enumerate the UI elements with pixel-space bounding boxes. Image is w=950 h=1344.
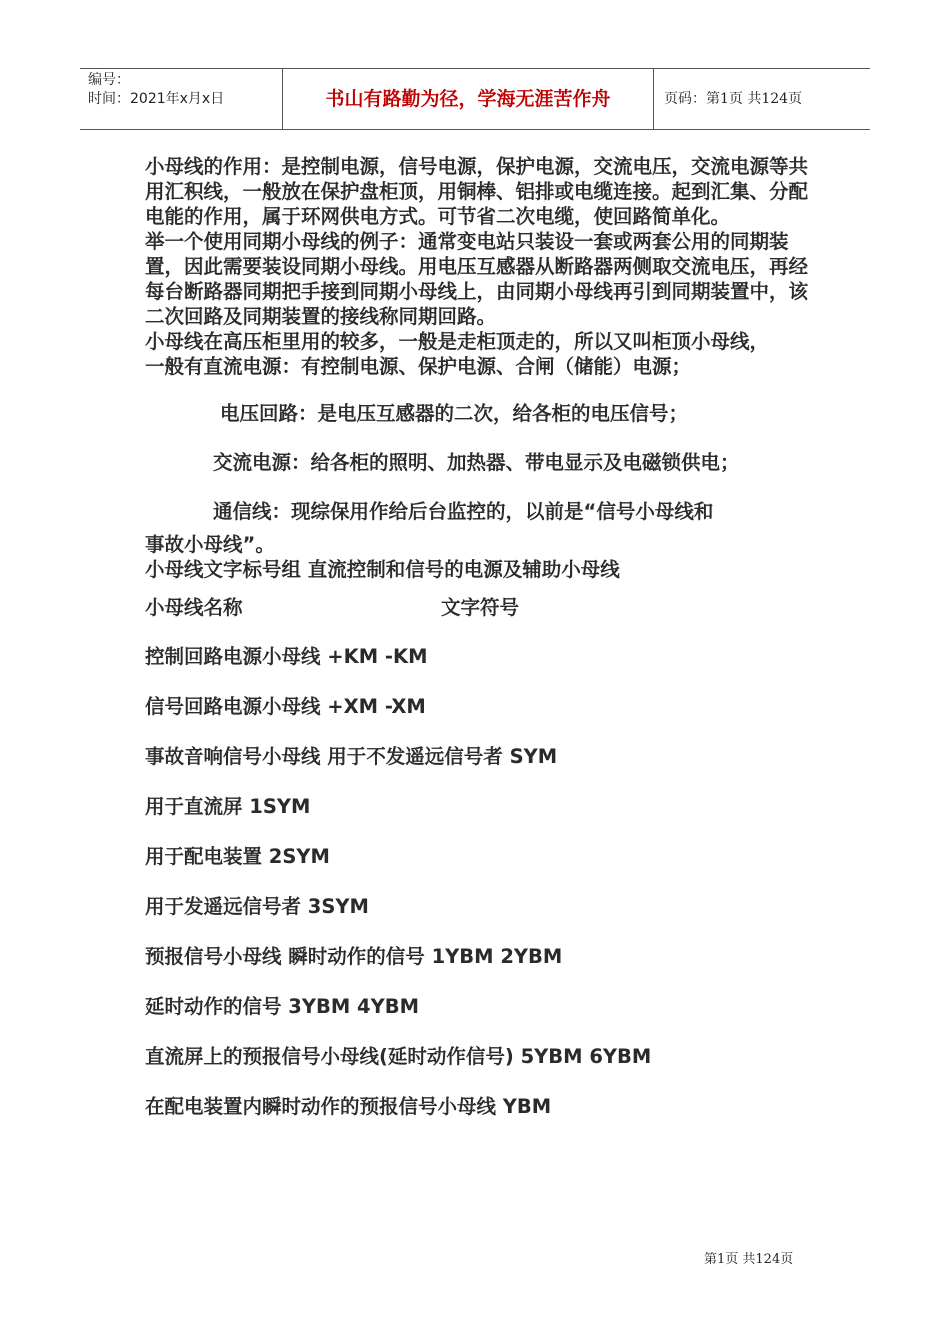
time-label: 时间：2021年x月x日 <box>88 91 225 107</box>
list-item: 预报信号小母线 瞬时动作的信号 1YBM 2YBM <box>145 945 563 968</box>
list-item: 事故音响信号小母线 用于不发遥远信号者 SYM <box>145 745 558 768</box>
paragraph: 举一个使用同期小母线的例子：通常变电站只装设一套或两套公用的同期装置，因此需要装设同期小母线。用电压互感器从断路器两侧取交流电压，再经每台断路器同期把手接到同期小母线上，由同期小母线再引到同期装置中，该二次回路及同期装置的接线称同期回路。 <box>145 230 809 328</box>
paragraph: 一般有直流电源：有控制电源、保护电源、合闸（储能）电源； <box>145 355 692 378</box>
column-name-header: 小母线名称 <box>145 596 243 619</box>
list-item: 用于配电装置 2SYM <box>145 845 330 868</box>
page-header <box>80 68 870 130</box>
header-page-info: 页码：第1页 共124页 <box>664 91 803 107</box>
list-item: 直流屏上的预报信号小母线(延时动作信号) 5YBM 6YBM <box>145 1045 652 1068</box>
list-item: 控制回路电源小母线 +KM -KM <box>145 645 428 668</box>
number-label: 编号： <box>88 72 130 88</box>
column-symbol-header: 文字符号 <box>441 596 520 619</box>
list-item: 信号回路电源小母线 +XM -XM <box>145 695 426 718</box>
paragraph: 小母线的作用：是控制电源，信号电源，保护电源，交流电压，交流电源等共用汇积线，一般放在保护盘柜顶，用铜棒、铝排或电缆连接。起到汇集、分配电能的作用，属于环网供电方式。可节省二次电缆，使回路简单化。 <box>145 155 809 228</box>
page-footer: 第1页 共124页 <box>704 1252 794 1267</box>
paragraph-continued: 事故小母线”。 <box>145 533 275 556</box>
header-motto: 书山有路勤为径，学海无涯苦作舟 <box>282 69 654 129</box>
header-meta <box>80 69 282 129</box>
list-item: 用于直流屏 1SYM <box>145 795 311 818</box>
group-title: 小母线文字标号组 直流控制和信号的电源及辅助小母线 <box>145 558 620 581</box>
list-item: 在配电装置内瞬时动作的预报信号小母线 YBM <box>145 1095 552 1118</box>
paragraph: 小母线在高压柜里用的较多，一般是走柜顶走的，所以又叫柜顶小母线， <box>145 330 770 353</box>
indented-paragraph: 电压回路：是电压互感器的二次，给各柜的电压信号； <box>220 402 689 425</box>
indented-paragraph: 通信线：现综保用作给后台监控的，以前是“信号小母线和 <box>213 500 714 523</box>
document-body <box>145 154 825 1144</box>
list-item: 延时动作的信号 3YBM 4YBM <box>145 995 419 1018</box>
table-header <box>145 595 825 620</box>
indented-paragraph: 交流电源：给各柜的照明、加热器、带电显示及电磁锁供电； <box>213 451 740 474</box>
list-item: 用于发遥远信号者 3SYM <box>145 895 369 918</box>
